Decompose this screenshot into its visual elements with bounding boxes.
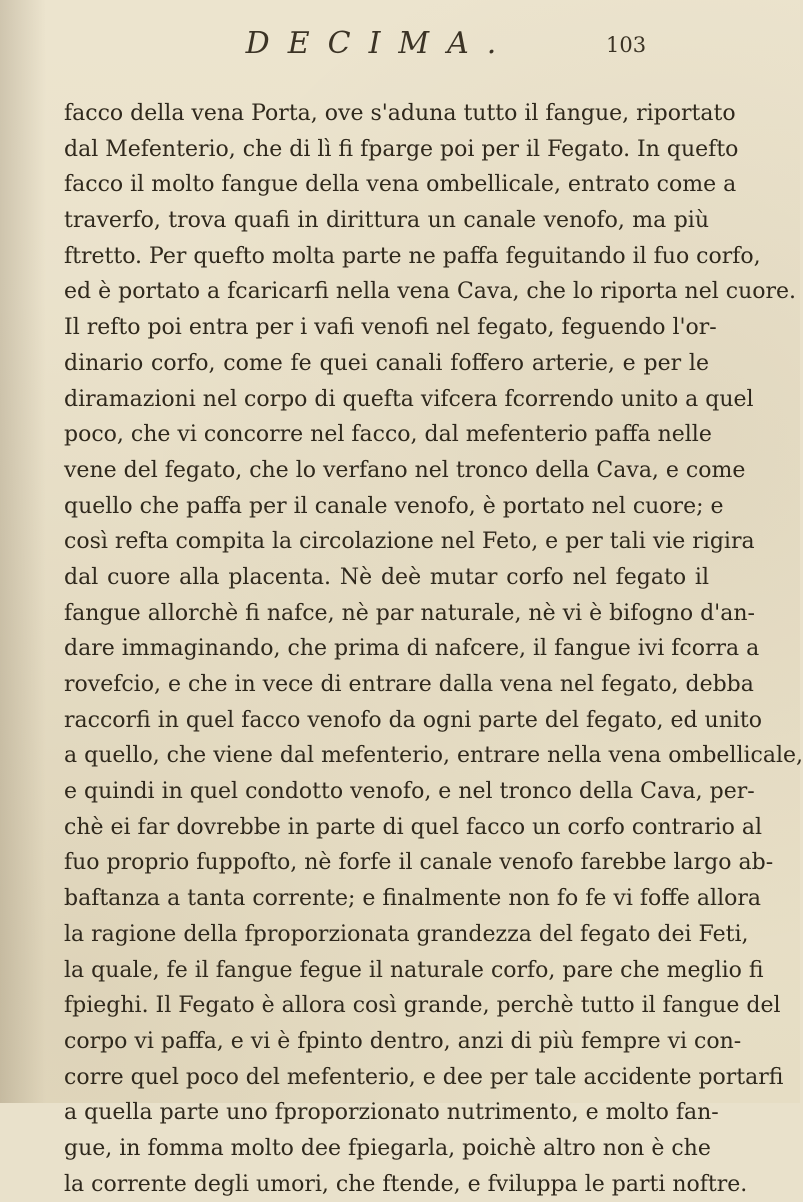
page-header — [0, 12, 800, 72]
text-line: fangue allorchè fi nafce, nè par naturale, nè vi è bifogno d'an- — [64, 600, 755, 626]
text-line: poco, che vi concorre nel facco, dal mefenterio paffa nelle — [64, 422, 712, 448]
text-line: e quindi in quel condotto venofo, e nel tronco della Cava, per- — [64, 779, 755, 805]
text-line: a quello, che viene dal mefenterio, entrare nella vena ombellicale, — [64, 743, 803, 769]
text-line: dinario corfo, come fe quei canali foffero arterie, e per le — [64, 350, 709, 376]
body-text — [64, 96, 803, 1202]
page-number: 103 — [606, 33, 647, 57]
text-line: la corrente degli umori, che ftende, e fviluppa le parti noftre. — [64, 1171, 748, 1197]
running-head: DECIMA. — [245, 26, 515, 61]
page-gutter-shadow — [0, 0, 46, 1103]
text-line: ftretto. Per quefto molta parte ne paffa feguitando il fuo corfo, — [64, 243, 761, 269]
text-line: facco il molto fangue della vena ombellicale, entrato come a — [64, 172, 737, 198]
text-line: fpieghi. Il Fegato è allora così grande, perchè tutto il fangue del — [64, 993, 781, 1019]
text-line: la ragione della fproporzionata grandezza del fegato dei Feti, — [64, 921, 749, 947]
text-line: facco della vena Porta, ove s'aduna tutto il fangue, riportato — [64, 101, 736, 126]
text-line: corre quel poco del mefenterio, e dee per tale accidente portarfi — [64, 1064, 784, 1090]
text-line: chè ei far dovrebbe in parte di quel facco un corfo contrario al — [64, 814, 763, 840]
text-line: vene del fegato, che lo verfano nel tronco della Cava, e come — [64, 457, 746, 483]
text-line: dal cuore alla placenta. Nè deè mutar corfo nel fegato il — [64, 564, 709, 590]
text-line: raccorfi in quel facco venofo da ogni parte del fegato, ed unito — [64, 707, 762, 733]
text-line: dare immaginando, che prima di nafcere, il fangue ivi fcorra a — [64, 636, 760, 662]
text-line: la quale, fe il fangue fegue il naturale corfo, pare che meglio fi — [64, 957, 764, 983]
text-line: rovefcio, e che in vece di entrare dalla vena nel fegato, debba — [64, 672, 754, 697]
text-line: corpo vi paffa, e vi è fpinto dentro, anzi di più fempre vi con- — [64, 1028, 742, 1054]
text-line: così refta compita la circolazione nel Feto, e per tali vie rigira — [64, 529, 755, 555]
text-line: dal Mefenterio, che di lì fi fparge poi per il Fegato. In quefto — [64, 136, 739, 162]
text-line: quello che paffa per il canale venofo, è portato nel cuore; e — [64, 493, 724, 519]
text-line: traverfo, trova quafi in dirittura un canale venofo, ma più — [64, 208, 709, 234]
text-line: ed è portato a fcaricarfi nella vena Cava, che lo riporta nel cuore. — [64, 279, 797, 305]
text-line: a quella parte uno fproporzionato nutrimento, e molto fan- — [64, 1100, 719, 1126]
text-line: diramazioni nel corpo di quefta vifcera fcorrendo unito a quel — [64, 386, 754, 412]
text-line: baftanza a tanta corrente; e finalmente non fo fe vi foffe allora — [64, 886, 761, 912]
text-line: fuo proprio fuppofto, nè forfe il canale venofo farebbe largo ab- — [64, 850, 774, 876]
text-line: Il refto poi entra per i vafi venofi nel fegato, feguendo l'or- — [64, 315, 717, 341]
text-line: gue, in fomma molto dee fpiegarla, poichè altro non è che — [64, 1135, 711, 1161]
